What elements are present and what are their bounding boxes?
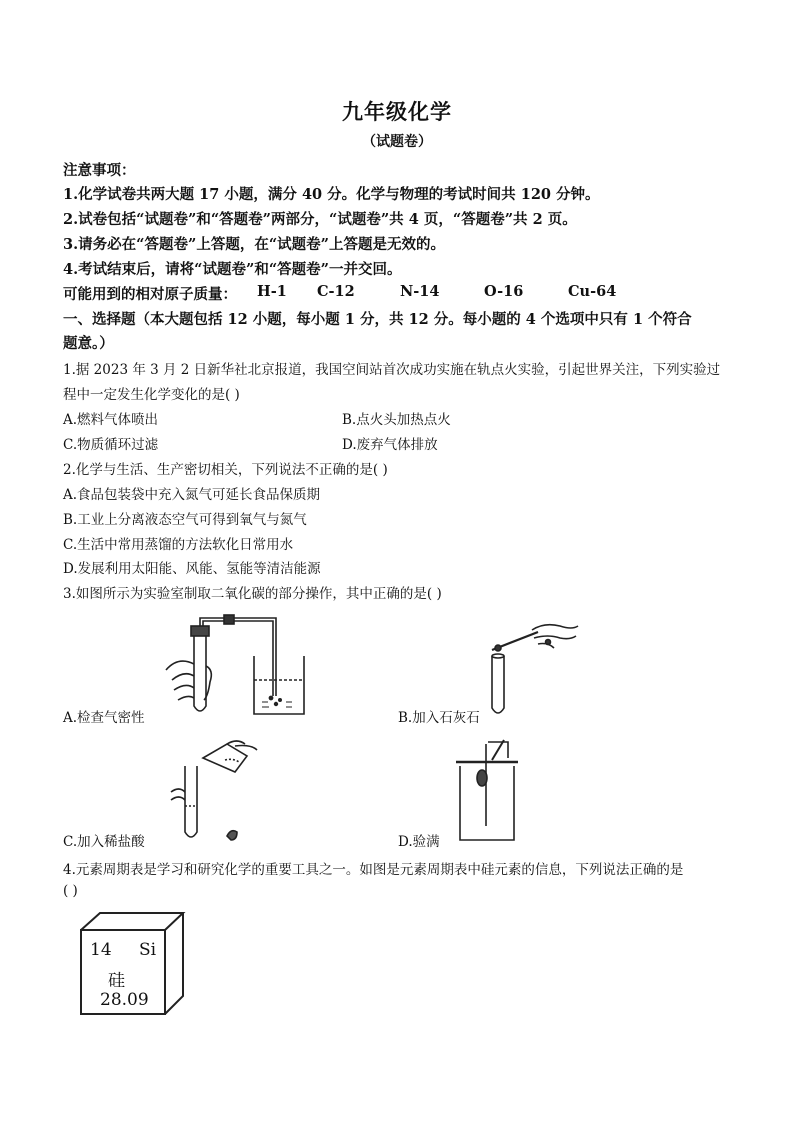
note-item: 3.请务必在“答题卷”上答题，在“试题卷”上答题是无效的。 bbox=[63, 236, 445, 253]
atomic-mass-value: O-16 bbox=[484, 283, 524, 300]
question-2-option-b: B.工业上分离液态空气可得到氧气与氮气 bbox=[63, 512, 307, 528]
question-3-option-b: B.加入石灰石 bbox=[398, 710, 480, 726]
element-atomic-mass: 28.09 bbox=[100, 990, 149, 1010]
question-4-stem: 4.元素周期表是学习和研究化学的重要工具之一。如图是元素周期表中硅元素的信息，下列说法正确的是 bbox=[63, 862, 684, 878]
question-2-option-c: C.生活中常用蒸馏的方法软化日常用水 bbox=[63, 537, 294, 553]
question-1-option-b: B.点火头加热点火 bbox=[342, 412, 451, 428]
page-title: 九年级化学 bbox=[342, 99, 452, 124]
question-3-option-d: D.验满 bbox=[398, 834, 440, 850]
section-heading: 一、选择题（本大题包括 12 小题，每小题 1 分，共 12 分。每小题的 4 个选项中只有 1 个符合 bbox=[63, 311, 692, 328]
figure-add-dilute-acid bbox=[165, 736, 275, 846]
question-2-stem: 2.化学与生活、生产密切相关，下列说法不正确的是( ) bbox=[63, 462, 388, 478]
question-1-stem-cont: 程中一定发生化学变化的是( ) bbox=[63, 387, 240, 403]
atomic-mass-value: N-14 bbox=[400, 283, 440, 300]
element-name: 硅 bbox=[108, 971, 125, 991]
question-4-stem-cont: ( ) bbox=[63, 883, 78, 899]
question-3-option-c: C.加入稀盐酸 bbox=[63, 834, 145, 850]
element-atomic-number: 14 bbox=[90, 940, 112, 960]
figure-airtightness-check bbox=[158, 610, 318, 720]
note-item: 2.试卷包括“试题卷”和“答题卷”两部分，“试题卷”共 4 页，“答题卷”共 2 页。 bbox=[63, 211, 577, 228]
figure-add-limestone bbox=[478, 604, 588, 719]
question-3-stem: 3.如图所示为实验室制取二氧化碳的部分操作，其中正确的是( ) bbox=[63, 586, 442, 602]
note-item: 1.化学试卷共两大题 17 小题，满分 40 分。化学与物理的考试时间共 120 分钟。 bbox=[63, 186, 600, 203]
question-2-option-d: D.发展利用太阳能、风能、氢能等清洁能源 bbox=[63, 561, 321, 577]
question-1-option-c: C.物质循环过滤 bbox=[63, 437, 159, 453]
atomic-mass-line bbox=[63, 283, 616, 304]
atomic-mass-value: Cu-64 bbox=[568, 283, 617, 300]
element-symbol: Si bbox=[139, 940, 157, 960]
question-1-option-d: D.废弃气体排放 bbox=[342, 437, 438, 453]
note-item: 4.考试结束后，请将“试题卷”和“答题卷”一并交回。 bbox=[63, 261, 402, 278]
question-1-stem: 1.据 2023 年 3 月 2 日新华社北京报道，我国空间站首次成功实施在轨点火实验，引起世界关注，下列实验过 bbox=[63, 362, 721, 378]
page-subtitle: （试题卷） bbox=[362, 134, 432, 150]
question-2-option-a: A.食品包装袋中充入氮气可延长食品保质期 bbox=[63, 487, 321, 503]
notes-heading: 注意事项： bbox=[63, 162, 136, 179]
question-3-option-a: A.检查气密性 bbox=[63, 710, 145, 726]
figure-check-full bbox=[448, 736, 528, 846]
question-1-option-a: A.燃料气体喷出 bbox=[63, 412, 159, 428]
atomic-mass-label: 可能用到的相对原子质量： bbox=[63, 286, 237, 303]
atomic-mass-value: C-12 bbox=[317, 283, 355, 300]
section-heading-cont: 题意。） bbox=[63, 335, 114, 352]
atomic-mass-value: H-1 bbox=[257, 283, 287, 300]
